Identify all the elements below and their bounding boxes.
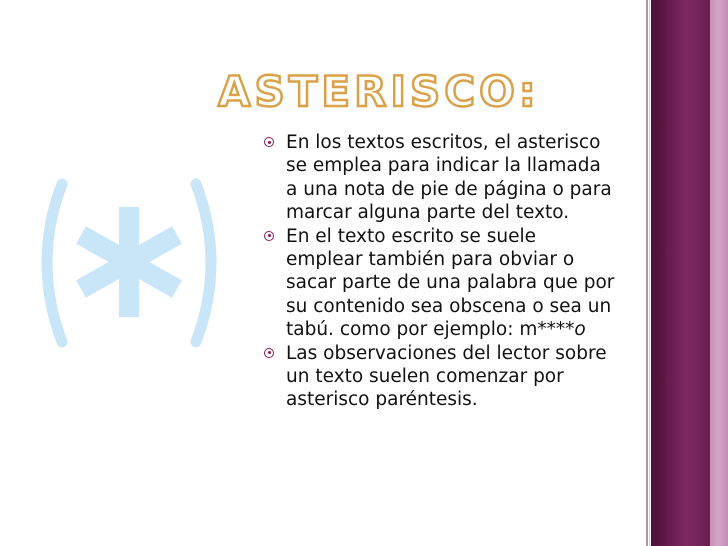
bullet-list <box>264 131 616 412</box>
decorative-stripe-dark <box>651 0 710 546</box>
decorative-line <box>646 0 648 546</box>
decorative-stripe-light <box>710 0 728 546</box>
circle-dot-icon <box>264 137 274 147</box>
bullet-item <box>264 342 616 412</box>
bullet-text: En los textos escritos, el asterisco se emplea para indicar la llamada a una nota de pie de página o para marcar alguna parte del texto. <box>286 132 612 224</box>
example-prefix: m <box>519 319 538 341</box>
bullet-text: En el texto escrito se suele emplear también para obviar o sacar parte de una palabra que por su contenido sea obscena o sea un tabú. como por ejemplo: <box>286 225 615 341</box>
bullet-item <box>264 131 616 225</box>
decorative-line <box>649 0 650 546</box>
circle-dot-icon <box>264 231 274 241</box>
example-italic: ****o <box>537 319 586 341</box>
bullet-item <box>264 225 616 342</box>
slide-title: ASTERISCO: <box>218 67 540 116</box>
circle-dot-icon <box>264 348 274 358</box>
asterisk-parentheses-icon <box>36 172 226 352</box>
bullet-text: Las observaciones del lector sobre un texto suelen comenzar por asterisco paréntesis. <box>286 342 607 411</box>
